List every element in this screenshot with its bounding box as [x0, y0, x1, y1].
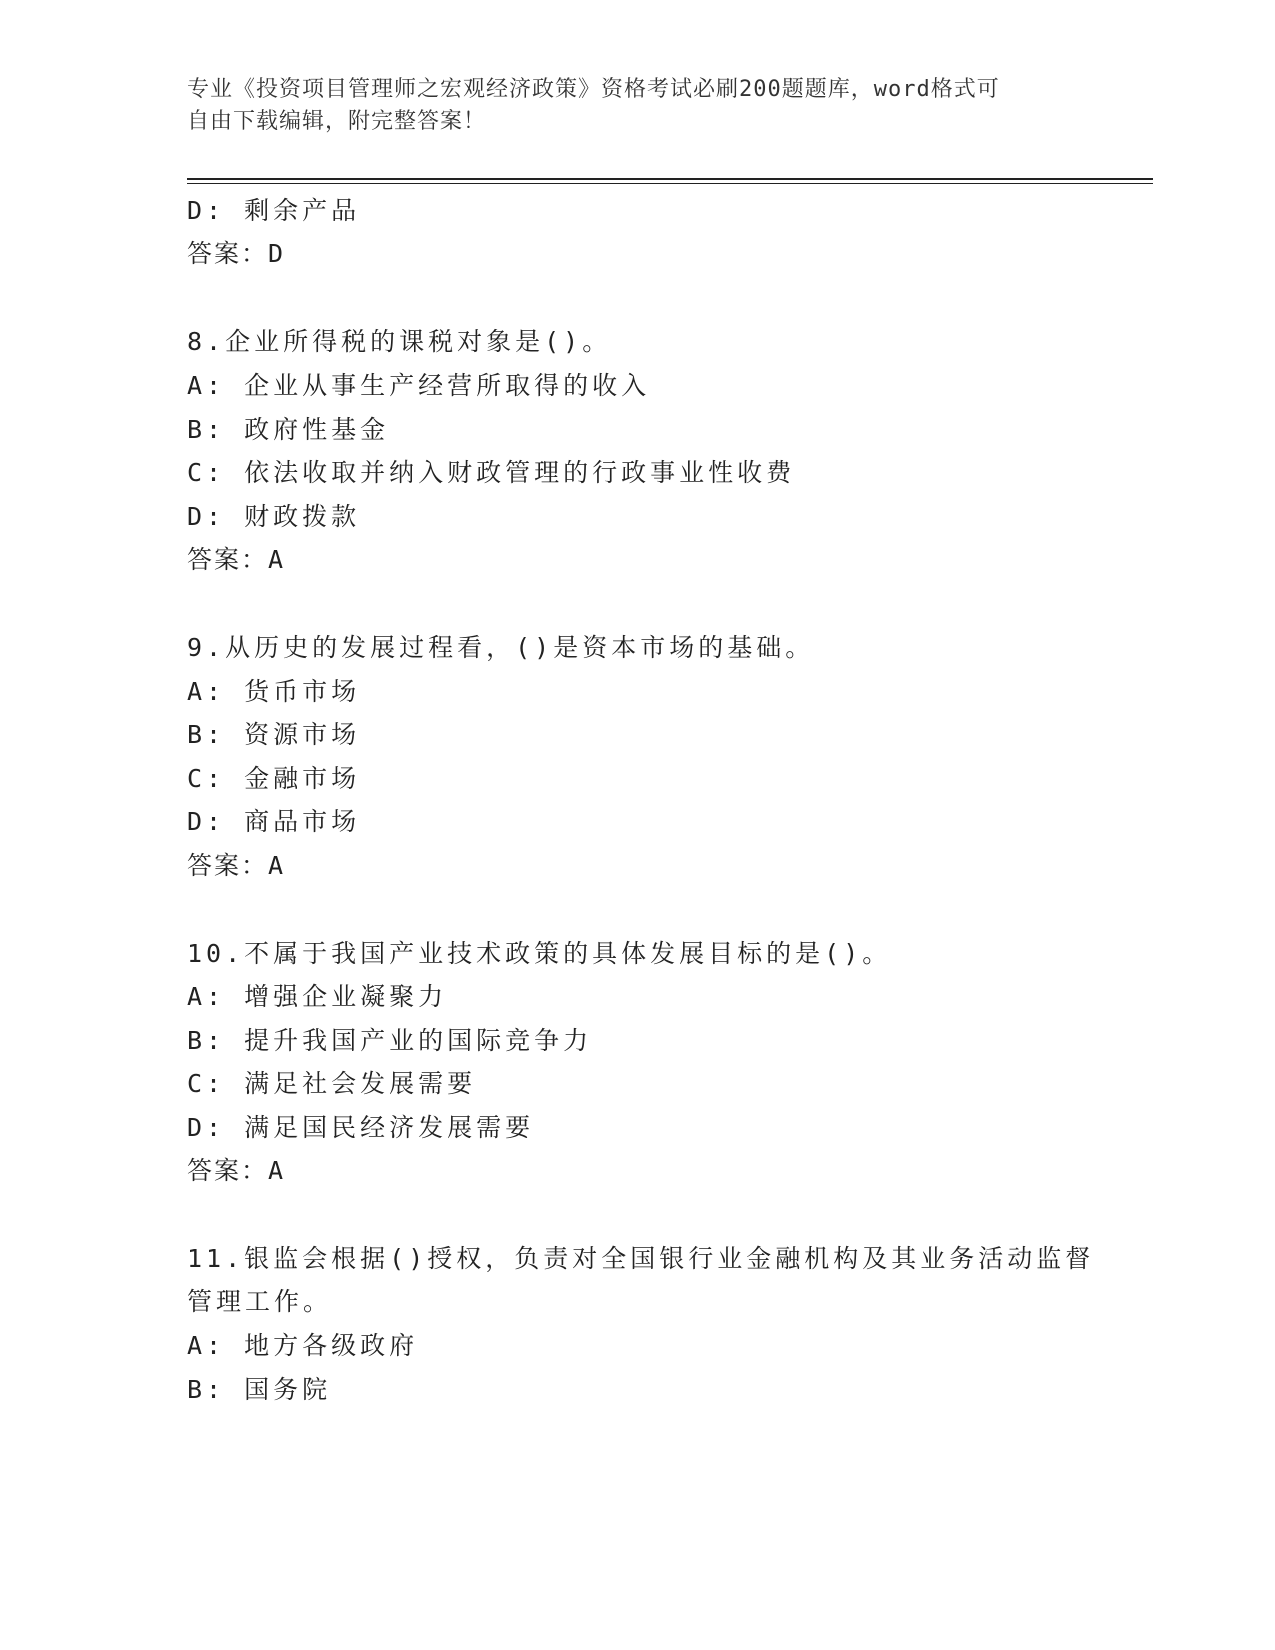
q8-answer [187, 543, 285, 577]
q9-answer [187, 849, 285, 883]
q10-answer-value: A [268, 1156, 286, 1185]
q7-option-d: D: 剩余产品 [187, 196, 361, 225]
q10-stem: 10.不属于我国产业技术政策的具体发展目标的是()。 [187, 939, 892, 968]
q11-option-a: A: 地方各级政府 [187, 1331, 419, 1360]
q10-option-d: D: 满足国民经济发展需要 [187, 1113, 535, 1142]
q8-stem: 8.企业所得税的课税对象是()。 [187, 327, 612, 356]
q9-stem: 9.从历史的发展过程看，()是资本市场的基础。 [187, 633, 815, 662]
q10-answer-label: 答案： [187, 1156, 269, 1185]
header-divider-thin [187, 183, 1153, 184]
q8-option-d: D: 财政拨款 [187, 502, 361, 531]
q10-option-a: A: 增强企业凝聚力 [187, 982, 448, 1011]
q10-option-c: C: 满足社会发展需要 [187, 1069, 477, 1098]
q11-stem-line-2: 管理工作。 [187, 1287, 333, 1316]
q9-option-b: B: 资源市场 [187, 720, 361, 749]
header-line-1: 专业《投资项目管理师之宏观经济政策》资格考试必刷200题题库，word格式可 [187, 77, 1000, 102]
q9-option-d: D: 商品市场 [187, 807, 361, 836]
document-header [187, 74, 1087, 138]
q7-answer [187, 237, 285, 271]
q10-answer [187, 1154, 285, 1188]
q8-answer-label: 答案： [187, 545, 269, 574]
q9-answer-label: 答案： [187, 851, 269, 880]
header-line-2: 自由下载编辑，附完整答案！ [187, 109, 487, 134]
q11-stem-line-1: 11.银监会根据()授权，负责对全国银行业金融机构及其业务活动监督 [187, 1244, 1095, 1273]
q8-option-c: C: 依法收取并纳入财政管理的行政事业性收费 [187, 458, 796, 487]
q8-answer-value: A [268, 545, 286, 574]
q9-answer-value: A [268, 851, 286, 880]
q8-option-a: A: 企业从事生产经营所取得的收入 [187, 371, 651, 400]
q9-option-a: A: 货币市场 [187, 677, 361, 706]
q10-option-b: B: 提升我国产业的国际竞争力 [187, 1026, 593, 1055]
q7-answer-value: D [268, 239, 286, 268]
header-divider-thick [187, 178, 1153, 180]
q8-option-b: B: 政府性基金 [187, 415, 390, 444]
q9-option-c: C: 金融市场 [187, 764, 361, 793]
q11-option-b: B: 国务院 [187, 1375, 332, 1404]
q7-answer-label: 答案： [187, 239, 269, 268]
